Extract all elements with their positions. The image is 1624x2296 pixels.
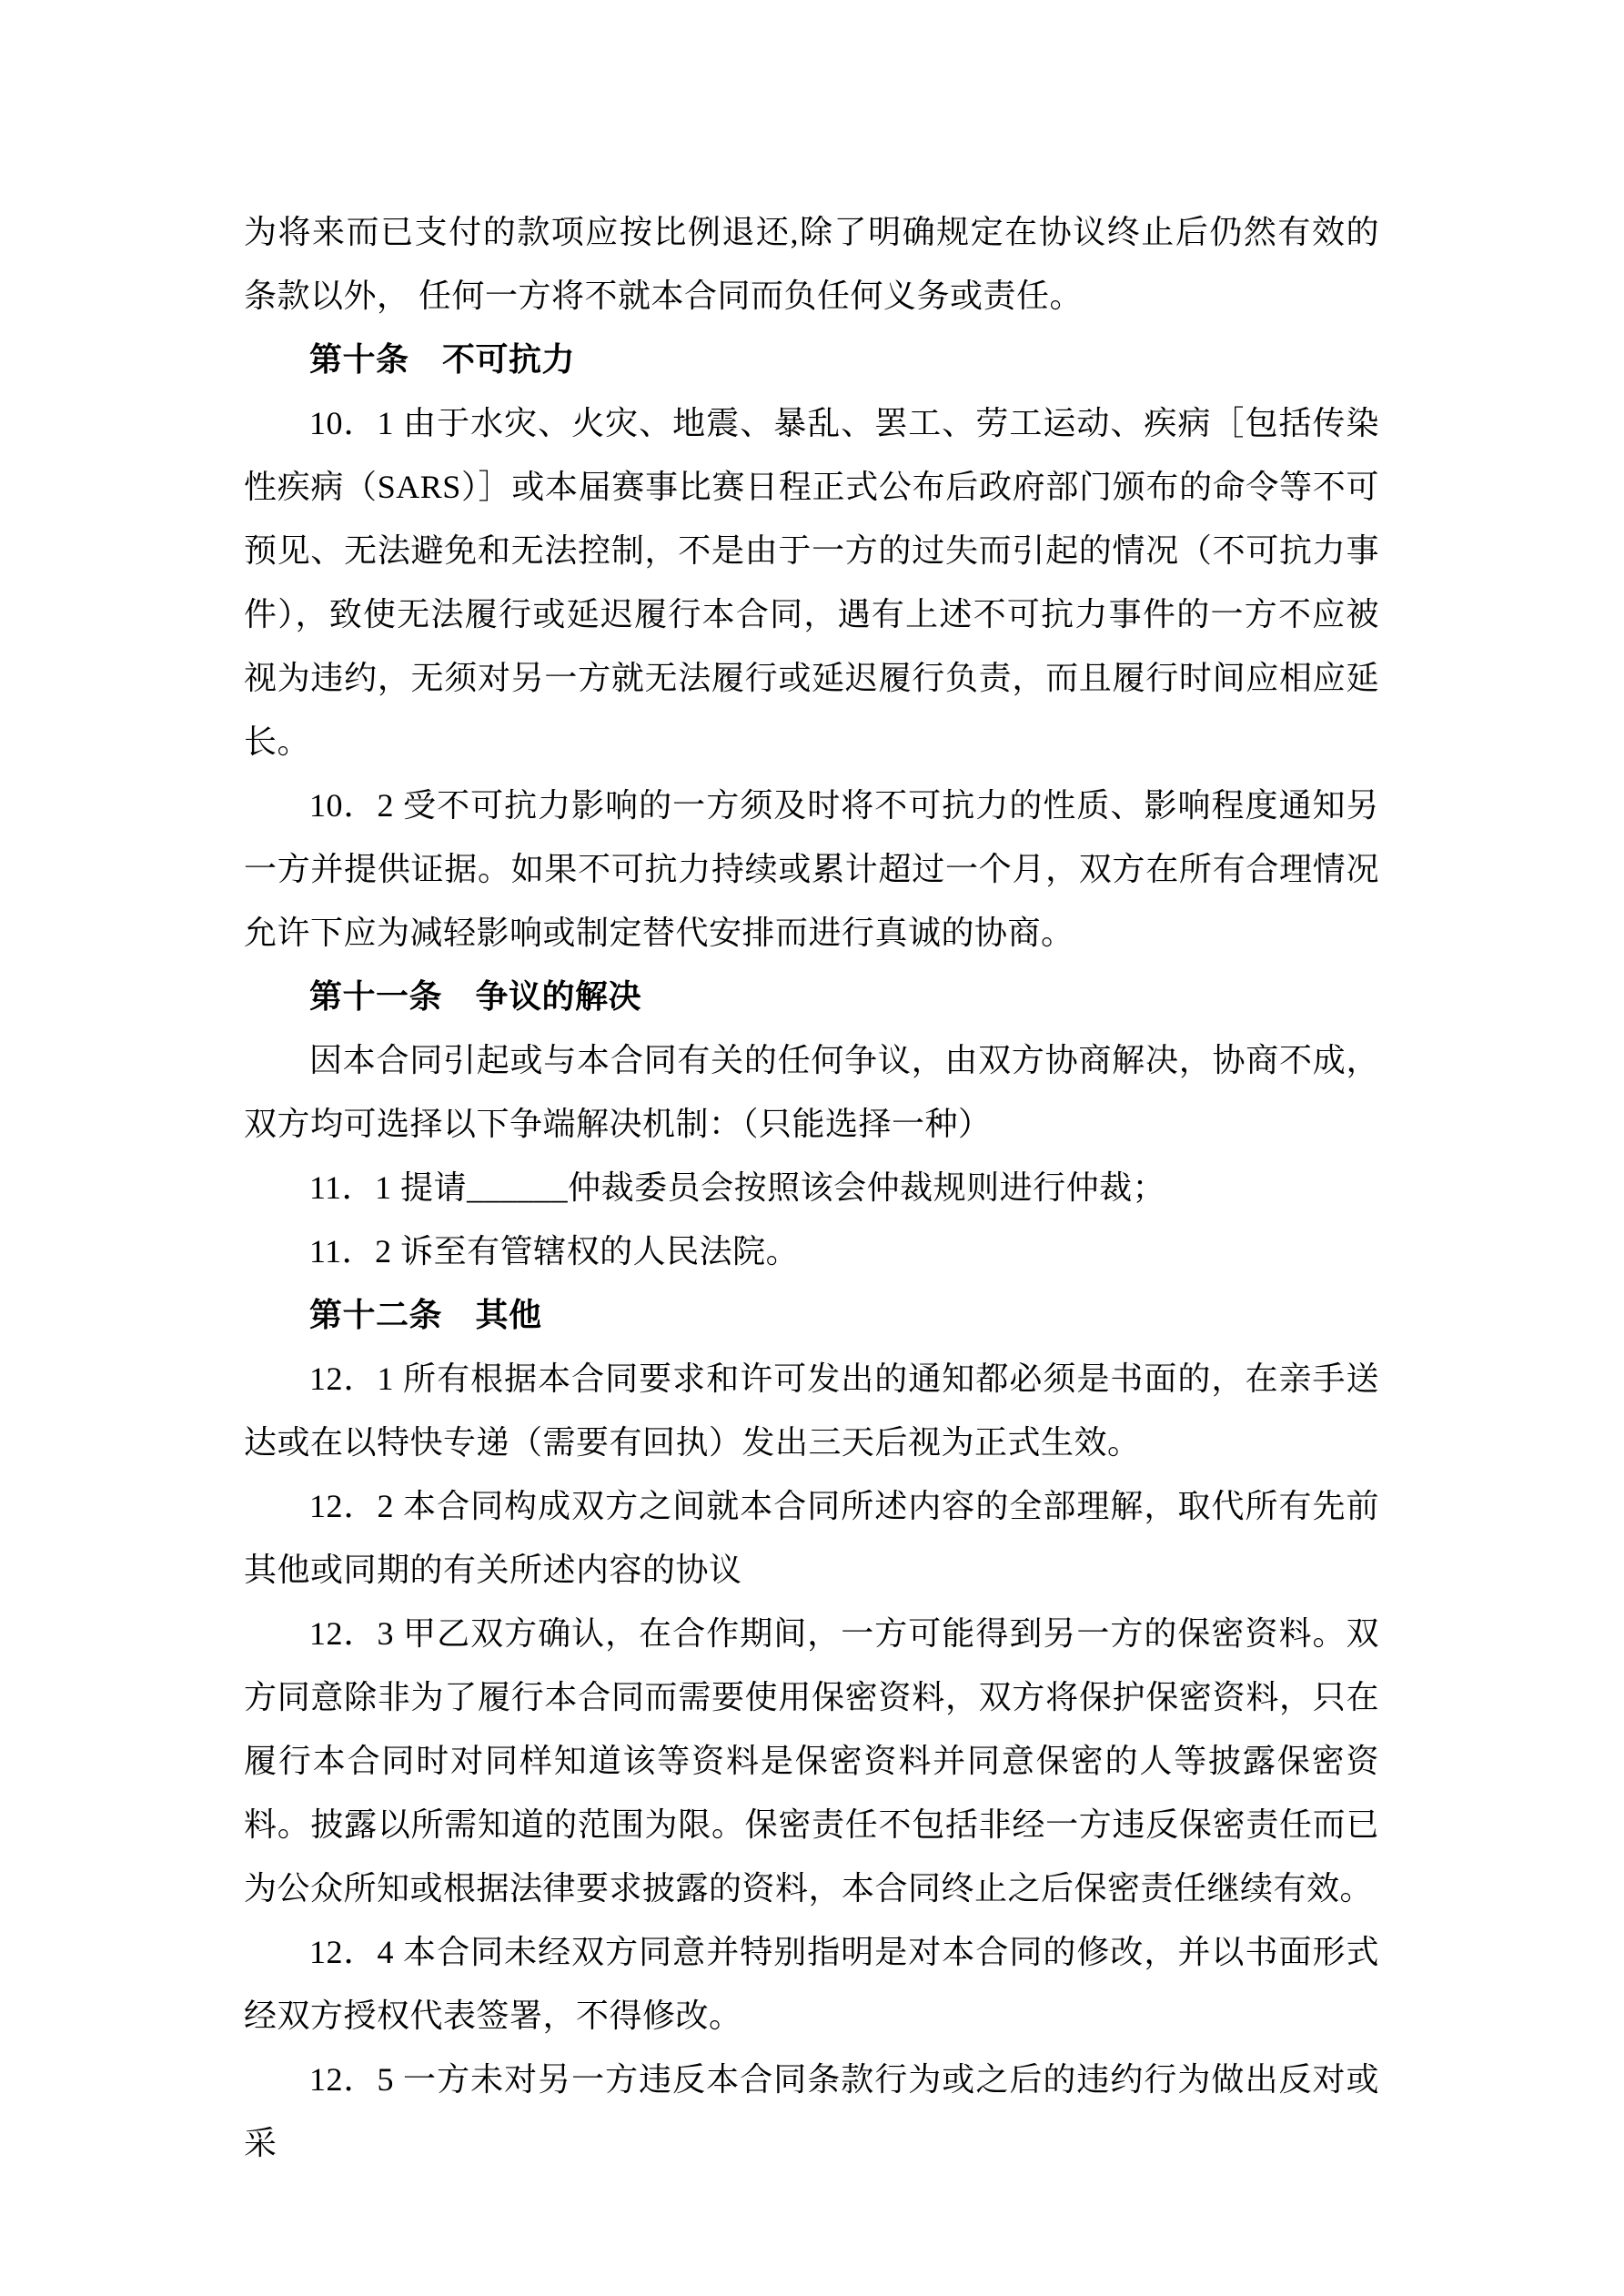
- contract-text-block: [244, 200, 1379, 2175]
- article-10-heading: 第十条 不可抗力: [309, 340, 576, 378]
- clause-12-5: 12．5 一方未对另一方违反本合同条款行为或之后的违约行为做出反对或采: [244, 2061, 1379, 2161]
- clause-12-3: 12．3 甲乙双方确认，在合作期间，一方可能得到另一方的保密资料。双方同意除非为了履行本合同而需要使用保密资料，双方将保护保密资料，只在履行本合同时对同样知道该等资料是保密资料并同意保密的人等披露保密资料。披露以所需知道的范围为限。保密责任不包括非经一方违反保密责任而已为公众所知或根据法律要求披露的资料，本合同终止之后保密责任继续有效。: [244, 1615, 1379, 1907]
- clause-12-2: 12．2 本合同构成双方之间就本合同所述内容的全部理解，取代所有先前其他或同期的有关所述内容的协议: [244, 1488, 1379, 1588]
- clause-12-4: 12．4 本合同未经双方同意并特别指明是对本合同的修改，并以书面形式经双方授权代表签署，不得修改。: [244, 1934, 1379, 2034]
- clause-10-2: 10．2 受不可抗力影响的一方须及时将不可抗力的性质、影响程度通知另一方并提供证据。如果不可抗力持续或累计超过一个月，双方在所有合理情况允许下应为减轻影响或制定替代安排而进行真诚的协商。: [244, 787, 1379, 951]
- clause-11-intro: 因本合同引起或与本合同有关的任何争议，由双方协商解决，协商不成，双方均可选择以下争端解决机制：（只能选择一种）: [244, 1042, 1379, 1142]
- article-11-heading: 第十一条 争议的解决: [309, 977, 642, 1015]
- clause-12-1: 12．1 所有根据本合同要求和许可发出的通知都必须是书面的，在亲手送达或在以特快专递（需要有回执）发出三天后视为正式生效。: [244, 1360, 1379, 1461]
- article-12-heading: 第十二条 其他: [309, 1296, 542, 1333]
- clause-11-2: 11．2 诉至有管辖权的人民法院。: [309, 1233, 800, 1269]
- clause-10-1: 10．1 由于水灾、火灾、地震、暴乱、罢工、劳工运动、疾病［包括传染性疾病（SARS）］或本届赛事比赛日程正式公布后政府部门颁布的命令等不可预见、无法避免和无法控制，不是由于一方的过失而引起的情况（不可抗力事件），致使无法履行或延迟履行本合同，遇有上述不可抗力事件的一方不应被视为违约，无须对另一方就无法履行或延迟履行负责，而且履行时间应相应延长。: [244, 405, 1379, 760]
- clause-11-1: 11．1 提请______仲裁委员会按照该会仲裁规则进行仲裁；: [309, 1169, 1166, 1206]
- paragraph-continuation: 为将来而已支付的款项应按比例退还,除了明确规定在协议终止后仍然有效的条款以外， 任何一方将不就本合同而负任何义务或责任。: [244, 214, 1379, 314]
